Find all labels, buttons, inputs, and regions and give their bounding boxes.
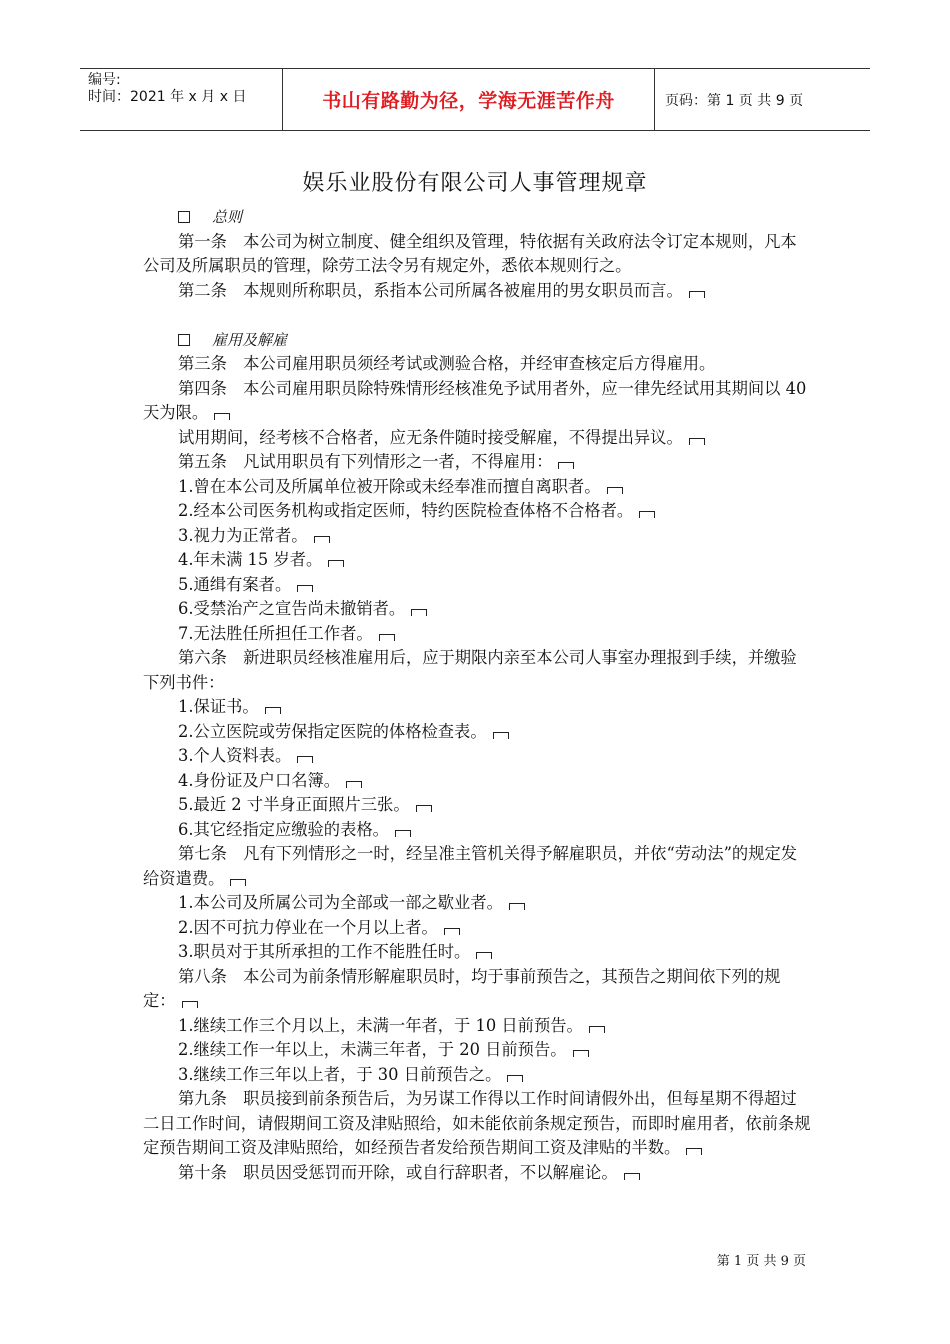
paragraph-mark-icon bbox=[230, 879, 246, 886]
document-title: 娱乐业股份有限公司人事管理规章 bbox=[302, 171, 648, 196]
list-item: 3.视力为正常者。 bbox=[143, 524, 811, 549]
article-6: 第六条 新进职员经核准雇用后，应于期限内亲至本公司人事室办理报到手续，并缴验下列书件： bbox=[143, 648, 797, 692]
list-item: 5.通缉有案者。 bbox=[143, 573, 811, 598]
list-item: 4.年未满 15 岁者。 bbox=[143, 548, 811, 573]
header-page-number: 页码：第 1 页 共 9 页 bbox=[665, 92, 804, 109]
checkbox-square-icon bbox=[178, 211, 190, 223]
paragraph-mark-icon bbox=[558, 462, 574, 469]
list-item: 1.保证书。 bbox=[143, 695, 811, 720]
list-item: 5.最近 2 寸半身正面照片三张。 bbox=[143, 793, 811, 818]
paragraph-mark-icon bbox=[379, 634, 395, 641]
header-meta bbox=[80, 69, 283, 130]
paragraph-mark-icon bbox=[573, 1050, 589, 1057]
paragraph-mark-icon bbox=[214, 413, 230, 420]
paragraph-mark-icon bbox=[297, 585, 313, 592]
paragraph-mark-icon bbox=[182, 1001, 198, 1008]
article-2: 第二条 本规则所称职员，系指本公司所属各被雇用的男女职员而言。 bbox=[143, 279, 811, 304]
list-item: 2.继续工作一年以上，未满三年者，于 20 日前预告。 bbox=[143, 1038, 811, 1063]
paragraph-mark-icon bbox=[395, 830, 411, 837]
article-7: 第七条 凡有下列情形之一时，经呈准主管机关得予解雇职员，并依“劳动法”的规定发给资遣费。 bbox=[143, 844, 798, 888]
header-motto: 书山有路勤为径，学海无涯苦作舟 bbox=[283, 69, 655, 130]
paragraph-mark-icon bbox=[346, 781, 362, 788]
section-heading-employment: 雇用及解雇 bbox=[143, 328, 811, 353]
list-item: 6.受禁治产之宣告尚未撤销者。 bbox=[143, 597, 811, 622]
paragraph-mark-icon bbox=[507, 1075, 523, 1082]
list-item: 3.职员对于其所承担的工作不能胜任时。 bbox=[143, 940, 811, 965]
paragraph-mark-icon bbox=[476, 952, 492, 959]
paragraph-mark-icon bbox=[493, 732, 509, 739]
list-item: 7.无法胜任所担任工作者。 bbox=[143, 622, 811, 647]
list-item: 1.继续工作三个月以上，未满一年者，于 10 日前预告。 bbox=[143, 1014, 811, 1039]
paragraph-mark-icon bbox=[328, 560, 344, 567]
paragraph-mark-icon bbox=[411, 609, 427, 616]
article-8: 第八条 本公司为前条情形解雇职员时，均于事前预告之，其预告之期间依下列的规定： bbox=[143, 966, 781, 1010]
paragraph-mark-icon bbox=[689, 438, 705, 445]
paragraph-mark-icon bbox=[607, 487, 623, 494]
list-item: 2.因不可抗力停业在一个月以上者。 bbox=[143, 916, 811, 941]
list-item: 2.公立医院或劳保指定医院的体格检查表。 bbox=[143, 720, 811, 745]
paragraph-mark-icon bbox=[314, 536, 330, 543]
article-9: 第九条 职员接到前条预告后，为另谋工作得以工作时间请假外出，但每星期不得超过二日工作时间，请假期间工资及津贴照给，如未能依前条规定预告，而即时雇用者，依前条规定预告期间工资及津贴照给，如经预告者发给预告期间工资及津贴的半数。 bbox=[143, 1089, 811, 1157]
paragraph-mark-icon bbox=[265, 707, 281, 714]
paragraph-mark-icon bbox=[686, 1148, 702, 1155]
paragraph-mark-icon bbox=[444, 928, 460, 935]
page-header bbox=[80, 68, 870, 131]
article-10: 第十条 职员因受惩罚而开除，或自行辞职者，不以解雇论。 bbox=[143, 1161, 811, 1186]
list-item: 4.身份证及户口名簿。 bbox=[143, 769, 811, 794]
paragraph-mark-icon bbox=[416, 805, 432, 812]
list-item: 2.经本公司医务机构或指定医师，特约医院检查体格不合格者。 bbox=[143, 499, 811, 524]
document-number-label: 编号: bbox=[88, 72, 121, 88]
article-1: 第一条 本公司为树立制度、健全组织及管理，特依据有关政府法令订定本规则，凡本公司及所属职员的管理，除劳工法令另有规定外，悉依本规则行之。 bbox=[143, 231, 797, 275]
section-heading-general: 总则 bbox=[143, 205, 811, 230]
paragraph-mark-icon bbox=[509, 903, 525, 910]
document-date: 时间：2021 年 x 月 x 日 bbox=[88, 89, 247, 105]
list-item: 3.个人资料表。 bbox=[143, 744, 811, 769]
paragraph-mark-icon bbox=[639, 511, 655, 518]
article-5: 第五条 凡试用职员有下列情形之一者，不得雇用： bbox=[143, 450, 811, 475]
paragraph-mark-icon bbox=[624, 1173, 640, 1180]
paragraph-mark-icon bbox=[589, 1026, 605, 1033]
list-item: 1.本公司及所属公司为全部或一部之歇业者。 bbox=[143, 891, 811, 916]
article-4: 第四条 本公司雇用职员除特殊情形经核准免予试用者外，应一律先经试用其期间以 40 天为限。 bbox=[143, 378, 807, 422]
article-3: 第三条 本公司雇用职员须经考试或测验合格，并经审查核定后方得雇用。 bbox=[178, 354, 716, 373]
checkbox-square-icon bbox=[178, 334, 190, 346]
list-item: 1.曾在本公司及所属单位被开除或未经奉准而擅自离职者。 bbox=[143, 475, 811, 500]
paragraph-mark-icon bbox=[297, 756, 313, 763]
page-footer: 第 1 页 共 9 页 bbox=[716, 1254, 806, 1269]
paragraph-mark-icon bbox=[689, 291, 705, 298]
document-body bbox=[143, 205, 811, 1185]
article-4-probation: 试用期间，经考核不合格者，应无条件随时接受解雇，不得提出异议。 bbox=[143, 426, 811, 451]
list-item: 3.继续工作三年以上者，于 30 日前预告之。 bbox=[143, 1063, 811, 1088]
list-item: 6.其它经指定应缴验的表格。 bbox=[143, 818, 811, 843]
